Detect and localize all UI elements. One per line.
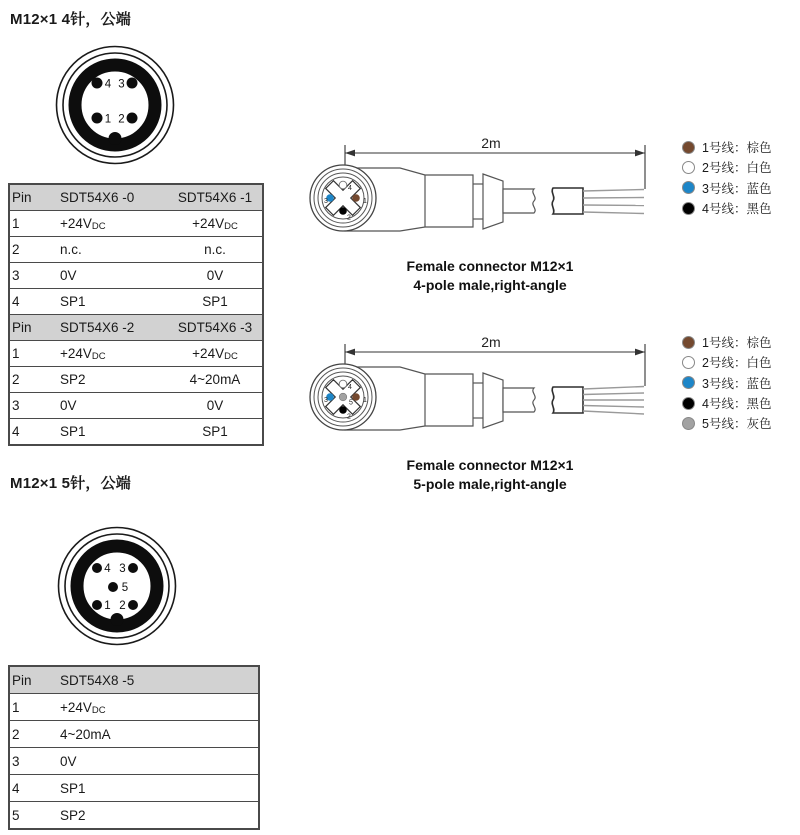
cell-signal	[58, 211, 168, 237]
caption-line2: 4-pole male,right-angle	[413, 277, 567, 293]
cell-signal: SP1	[168, 419, 263, 446]
face-pin-4-white	[339, 380, 347, 388]
cell-pin: 2	[9, 721, 58, 748]
pinout-table-sdt54x8	[8, 665, 260, 830]
pinout-table-sdt54x6	[8, 183, 264, 446]
svg-text:4: 4	[104, 78, 112, 91]
table-row	[9, 367, 263, 393]
face-pin-2-black	[339, 406, 347, 414]
cable-end-segment	[552, 188, 583, 214]
wire-color-dot	[682, 181, 695, 194]
svg-text:2: 2	[119, 600, 126, 612]
connector-face-4pin-diagram	[50, 40, 180, 170]
svg-text:4: 4	[104, 563, 111, 575]
wire-color-dot	[682, 336, 695, 349]
cell-signal: 0V	[168, 263, 263, 289]
cell-pin: 4	[9, 289, 58, 315]
cell-pin: 1	[9, 341, 58, 367]
connector-face	[310, 165, 376, 231]
cell-text: +24V	[192, 216, 225, 231]
svg-text:1: 1	[363, 397, 367, 404]
header-model-1: SDT54X6 -1	[168, 184, 263, 211]
cell-signal: n.c.	[58, 237, 168, 263]
svg-text:3: 3	[324, 198, 328, 205]
svg-text:1: 1	[104, 600, 111, 612]
table-row	[9, 237, 263, 263]
cell-signal: 0V	[168, 393, 263, 419]
cell-signal: SP1	[58, 289, 168, 315]
cell-signal: n.c.	[168, 237, 263, 263]
cell-pin: 3	[9, 263, 58, 289]
cell-signal: 4~20mA	[58, 721, 259, 748]
svg-text:2: 2	[118, 113, 125, 126]
cell-pin: 3	[9, 393, 58, 419]
cell-pin: 4	[9, 775, 58, 802]
heading-4pin: M12×1 4针，公端	[10, 11, 131, 28]
cell-signal: 0V	[58, 748, 259, 775]
cell-pin: 1	[9, 694, 58, 721]
cell-sub: DC	[91, 351, 106, 362]
legend-label: 4号线：黑色	[702, 202, 772, 217]
wire-legend-4	[682, 137, 771, 218]
cell-signal: SP1	[58, 775, 259, 802]
cell-pin: 3	[9, 748, 58, 775]
cell-pin: 2	[9, 367, 58, 393]
table-header-row	[9, 315, 263, 341]
wire-color-dot	[682, 161, 695, 174]
wire-fan	[583, 190, 644, 214]
cell-sub: DC	[224, 221, 238, 232]
legend-label: 1号线：棕色	[702, 141, 772, 156]
keying-notch	[111, 613, 124, 626]
legend-item	[682, 393, 771, 413]
svg-text:1: 1	[104, 113, 112, 126]
legend-label: 2号线：白色	[702, 356, 772, 371]
table-header-row	[9, 184, 263, 211]
header-pin: Pin	[9, 315, 58, 341]
legend-label: 2号线：白色	[702, 161, 772, 176]
wire-legend-5	[682, 332, 771, 433]
cell-signal	[168, 211, 263, 237]
svg-text:5: 5	[349, 399, 353, 407]
header-model-5: SDT54X8 -5	[58, 666, 259, 694]
cell-pin: 2	[9, 237, 58, 263]
caption-line1: Female connector M12×1	[406, 258, 574, 274]
table-row	[9, 802, 259, 830]
cell-sub: DC	[91, 221, 106, 232]
svg-text:2: 2	[347, 413, 351, 421]
cell-signal: SP2	[58, 802, 259, 830]
table-row	[9, 694, 259, 721]
svg-text:4: 4	[348, 384, 352, 391]
cell-signal	[58, 341, 168, 367]
table-row	[9, 263, 263, 289]
wire-color-dot	[682, 376, 695, 389]
cell-pin: 5	[9, 802, 58, 830]
wire-color-dot	[682, 417, 695, 430]
table-row	[9, 775, 259, 802]
svg-text:3: 3	[118, 78, 125, 91]
legend-label: 4号线：黑色	[702, 397, 772, 412]
legend-item	[682, 373, 771, 393]
legend-item	[682, 137, 771, 157]
cell-text: +24V	[192, 346, 225, 361]
wire-color-dot	[682, 356, 695, 369]
face-pin-1-brown	[352, 393, 360, 401]
caption-line1: Female connector M12×1	[406, 457, 574, 473]
legend-item	[682, 178, 771, 198]
dimension-label: 2m	[481, 334, 501, 350]
heading-5pin: M12×1 5针，公端	[10, 475, 131, 492]
cell-text: +24V	[60, 346, 92, 361]
svg-text:4: 4	[348, 185, 352, 192]
table-row	[9, 748, 259, 775]
svg-text:1: 1	[363, 198, 367, 205]
svg-text:3: 3	[119, 563, 126, 575]
table-row	[9, 721, 259, 748]
legend-item	[682, 198, 771, 218]
table-row	[9, 289, 263, 315]
cell-pin: 4	[9, 419, 58, 446]
cell-signal: 4~20mA	[168, 367, 263, 393]
header-pin: Pin	[9, 666, 58, 694]
dimension-label: 2m	[481, 135, 501, 151]
legend-label: 3号线：蓝色	[702, 376, 772, 391]
cable-assembly-4pole-diagram	[300, 135, 660, 300]
cell-text: +24V	[60, 699, 92, 715]
cell-signal: 0V	[58, 393, 168, 419]
header-model-3: SDT54X6 -3	[168, 315, 263, 341]
wire-fan	[583, 387, 644, 415]
legend-item	[682, 413, 771, 433]
cell-sub: DC	[224, 351, 238, 362]
legend-item	[682, 352, 771, 372]
table-row	[9, 211, 263, 237]
cell-signal	[58, 694, 259, 721]
table-header-row	[9, 666, 259, 694]
cell-sub: DC	[91, 704, 106, 716]
cell-pin: 1	[9, 211, 58, 237]
header-model-2: SDT54X6 -2	[58, 315, 168, 341]
wire-color-dot	[682, 397, 695, 410]
connector-rings	[57, 47, 174, 164]
connector-face-5pin-diagram	[52, 521, 182, 651]
legend-label: 1号线：棕色	[702, 336, 772, 351]
table-row	[9, 393, 263, 419]
wire-color-dot	[682, 141, 695, 154]
header-pin: Pin	[9, 184, 58, 211]
cell-signal: 0V	[58, 263, 168, 289]
table-row	[9, 419, 263, 446]
face-pin-2-black	[339, 207, 347, 215]
legend-item	[682, 157, 771, 177]
table-row	[9, 341, 263, 367]
svg-text:5: 5	[121, 582, 129, 594]
cell-signal: SP2	[58, 367, 168, 393]
connector-face	[310, 364, 376, 430]
face-pin-4-white	[339, 181, 347, 189]
cable-end-segment	[552, 387, 583, 413]
keying-notch	[109, 132, 122, 145]
wire-color-dot	[682, 202, 695, 215]
face-pin-1-brown	[352, 194, 360, 202]
legend-label: 5号线：灰色	[702, 417, 772, 432]
cell-signal: SP1	[168, 289, 263, 315]
cable-assembly-5pole-diagram	[300, 334, 660, 499]
cell-signal	[168, 341, 263, 367]
svg-text:2: 2	[347, 214, 351, 222]
cell-signal: SP1	[58, 419, 168, 446]
legend-label: 3号线：蓝色	[702, 181, 772, 196]
legend-item	[682, 332, 771, 352]
svg-text:3: 3	[324, 397, 328, 404]
header-model-0: SDT54X6 -0	[58, 184, 168, 211]
caption-line2: 5-pole male,right-angle	[413, 476, 567, 492]
face-pin-5-gray	[339, 393, 347, 401]
cell-text: +24V	[60, 216, 92, 231]
